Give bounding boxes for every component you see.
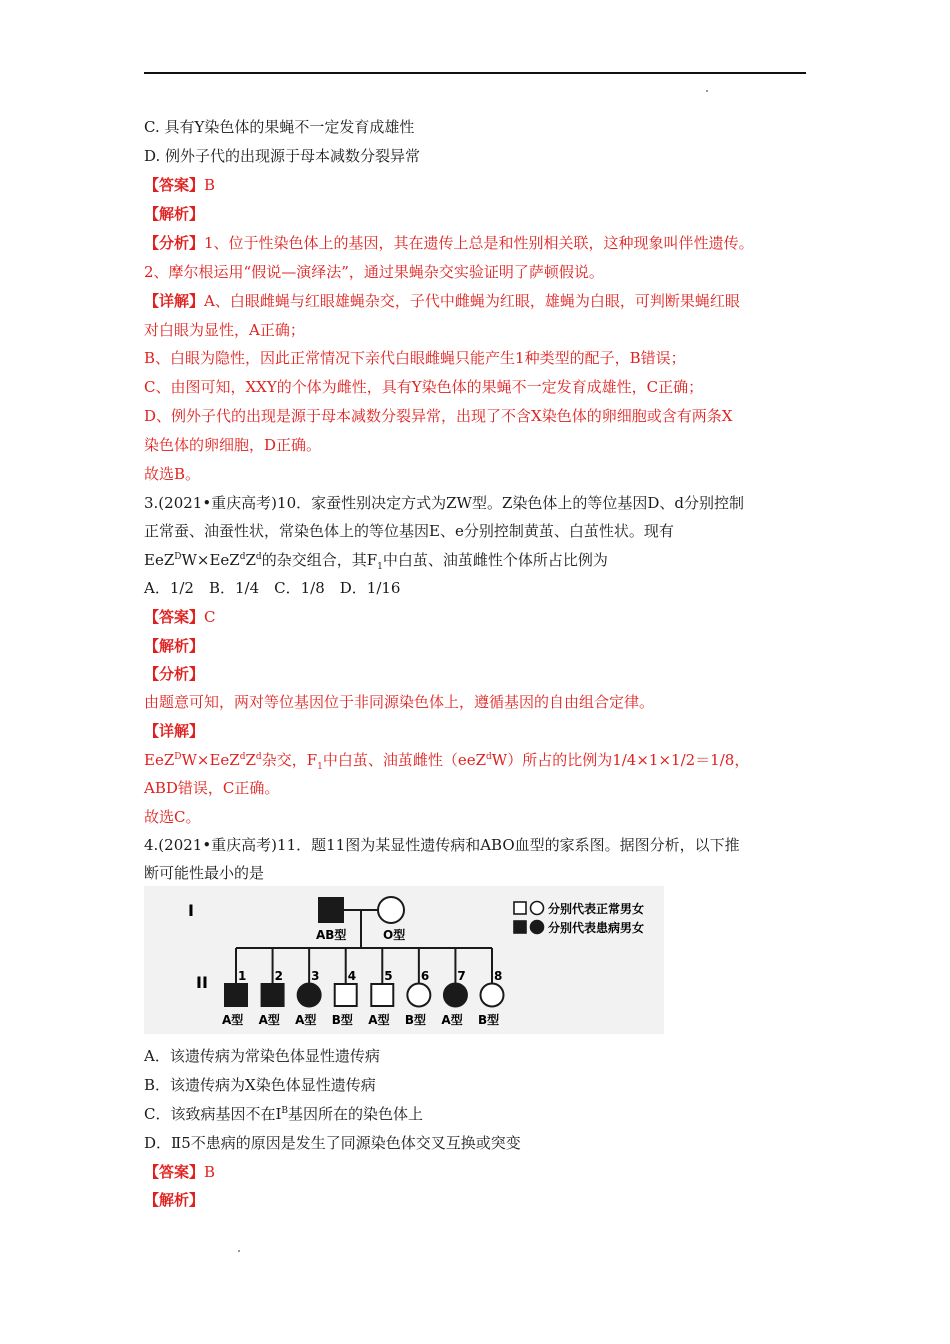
child-number-label: 6 bbox=[420, 969, 430, 983]
gen-label-2: II bbox=[196, 973, 208, 992]
child-blood-type-label: A型 bbox=[368, 1013, 390, 1027]
answer-value: B bbox=[204, 1163, 216, 1181]
child-number-label: 2 bbox=[274, 969, 283, 983]
q2-detail-d2: 染色体的卵细胞，D正确。 bbox=[144, 436, 322, 454]
child-blood-type-label: A型 bbox=[441, 1013, 463, 1027]
q3-detail-label: 【详解】 bbox=[144, 722, 205, 740]
child-blood-type-label: A型 bbox=[295, 1013, 317, 1027]
child-blood-type-label: B型 bbox=[331, 1013, 353, 1027]
child-number-label: 7 bbox=[457, 969, 466, 983]
child-number-label: 4 bbox=[347, 969, 357, 983]
q2-detail-b: B、白眼为隐性，因此正常情况下亲代白眼雌蝇只能产生1种类型的配子，B错误； bbox=[144, 349, 686, 367]
q4-option-b: B．该遗传病为X染色体显性遗传病 bbox=[144, 1076, 376, 1094]
q2-explain-heading: 【解析】 bbox=[144, 205, 205, 223]
q4-option-c: C．该致病基因不在Ⅰ$^B$基因所在的染色体上 bbox=[144, 1105, 424, 1123]
q2-detail-c: C、由图可知，XXY的个体为雌性，具有Y染色体的果蝇不一定发育成雄性，C正确； bbox=[144, 378, 704, 396]
legend-normal-female-icon bbox=[531, 902, 544, 915]
detail-label: 【详解】 bbox=[144, 292, 205, 310]
child-number-label: 3 bbox=[311, 969, 320, 983]
child-7-female-affected bbox=[444, 984, 467, 1007]
q3-detail-1: $EeZ^DW\times EeZ^dZ^d$杂交，$F_1$中白茧、油茧雌性（eeZ$^d$W）所占的比例为1/4×1×1/2＝1/8， bbox=[144, 751, 750, 772]
q2-analysis-1 bbox=[144, 233, 754, 253]
child-4-male-normal bbox=[335, 984, 357, 1006]
legend-affected-male-icon bbox=[514, 921, 526, 933]
q3-detail-2: ABD错误，C正确。 bbox=[144, 779, 280, 797]
answer-value: B bbox=[204, 176, 216, 194]
child-8-female-normal bbox=[481, 984, 504, 1007]
analysis-text: 1、位于性染色体上的基因，其在遗传上总是和性别相关联，这种现象叫伴性遗传。 bbox=[204, 234, 754, 252]
q2-analysis-2: 2、摩尔根运用“假说—演绎法”，通过果蝇杂交实验证明了萨顿假说。 bbox=[144, 263, 604, 281]
parent-female-type: O型 bbox=[383, 928, 406, 942]
q3-stem-1: 3.(2021•重庆高考)10．家蚕性别决定方式为ZW型。Z染色体上的等位基因D、d分别控制 bbox=[144, 494, 745, 512]
parent-male-affected bbox=[319, 898, 343, 922]
q2-detail-a1 bbox=[144, 291, 740, 311]
gen-label-1: I bbox=[188, 901, 194, 920]
child-blood-type-label: B型 bbox=[404, 1013, 427, 1027]
child-3-female-affected bbox=[298, 984, 321, 1007]
q4-option-d: D．Ⅱ5不患病的原因是发生了同源染色体交叉互换或突变 bbox=[144, 1134, 521, 1152]
q4-answer bbox=[144, 1162, 215, 1182]
child-5-male-normal bbox=[371, 984, 393, 1006]
scan-speck bbox=[238, 1250, 240, 1252]
q2-answer bbox=[144, 175, 215, 195]
legend-normal-text: 分别代表正常男女 bbox=[548, 902, 645, 916]
child-6-female-normal bbox=[407, 984, 430, 1007]
q4-stem-1: 4.(2021•重庆高考)11．题11图为某显性遗传病和ABO血型的家系图。据图分析，以下推 bbox=[144, 836, 740, 854]
q3-answer bbox=[144, 607, 216, 627]
answer-label: 【答案】 bbox=[144, 1163, 205, 1181]
detail-text: A、白眼雌蝇与红眼雄蝇杂交，子代中雌蝇为红眼，雄蝇为白眼，可判断果蝇红眼 bbox=[204, 292, 740, 310]
q3-stem-2: 正常蚕、油蚕性状，常染色体上的等位基因E、e分别控制黄茧、白茧性状。现有 bbox=[144, 522, 674, 540]
q2-detail-a2: 对白眼为显性，A正确； bbox=[144, 321, 305, 339]
child-1-male-affected bbox=[225, 984, 247, 1006]
child-2-male-affected bbox=[262, 984, 284, 1006]
q4-stem-2: 断可能性最小的是 bbox=[144, 864, 265, 882]
q4-option-a: A．该遗传病为常染色体显性遗传病 bbox=[144, 1047, 380, 1065]
analysis-label: 【分析】 bbox=[144, 234, 205, 252]
answer-value: C bbox=[204, 608, 216, 626]
q3-options: A．1/2 B．1/4 C．1/8 D．1/16 bbox=[144, 579, 401, 597]
pedigree-figure bbox=[144, 886, 664, 1034]
legend-normal-male-icon bbox=[514, 902, 526, 914]
q3-analysis-label: 【分析】 bbox=[144, 665, 205, 683]
pedigree-chart bbox=[144, 886, 664, 1034]
q2-option-d: D. 例外子代的出现源于母本减数分裂异常 bbox=[144, 147, 421, 165]
child-number-label: 1 bbox=[238, 969, 247, 983]
child-blood-type-label: A型 bbox=[222, 1013, 244, 1027]
child-blood-type-label: B型 bbox=[478, 1013, 500, 1027]
parent-female-normal bbox=[378, 897, 404, 923]
scan-speck bbox=[706, 90, 708, 92]
child-blood-type-label: A型 bbox=[258, 1013, 280, 1027]
q2-detail-d1: D、例外子代的出现是源于母本减数分裂异常，出现了不含X染色体的卵细胞或含有两条X bbox=[144, 407, 733, 425]
q3-conclusion: 故选C。 bbox=[144, 808, 201, 826]
q3-analysis: 由题意可知，两对等位基因位于非同源染色体上，遵循基因的自由组合定律。 bbox=[144, 693, 655, 711]
q2-conclusion: 故选B。 bbox=[144, 465, 201, 483]
q3-stem-3: $EeZ^DW\times EeZ^dZ^d$的杂交组合，其$F_1$中白茧、油茧雌性个体所占比例为 bbox=[144, 551, 608, 572]
q3-explain-heading: 【解析】 bbox=[144, 637, 205, 655]
answer-label: 【答案】 bbox=[144, 608, 205, 626]
legend-affected-text: 分别代表患病男女 bbox=[548, 921, 645, 935]
child-number-label: 8 bbox=[494, 969, 503, 983]
answer-label: 【答案】 bbox=[144, 176, 205, 194]
q4-explain-heading: 【解析】 bbox=[144, 1191, 205, 1209]
child-number-label: 5 bbox=[384, 969, 393, 983]
q2-option-c: C. 具有Y染色体的果蝇不一定发育成雄性 bbox=[144, 118, 415, 136]
legend-affected-female-icon bbox=[531, 921, 544, 934]
parent-male-type: AB型 bbox=[316, 928, 347, 942]
header-rule bbox=[144, 72, 806, 74]
